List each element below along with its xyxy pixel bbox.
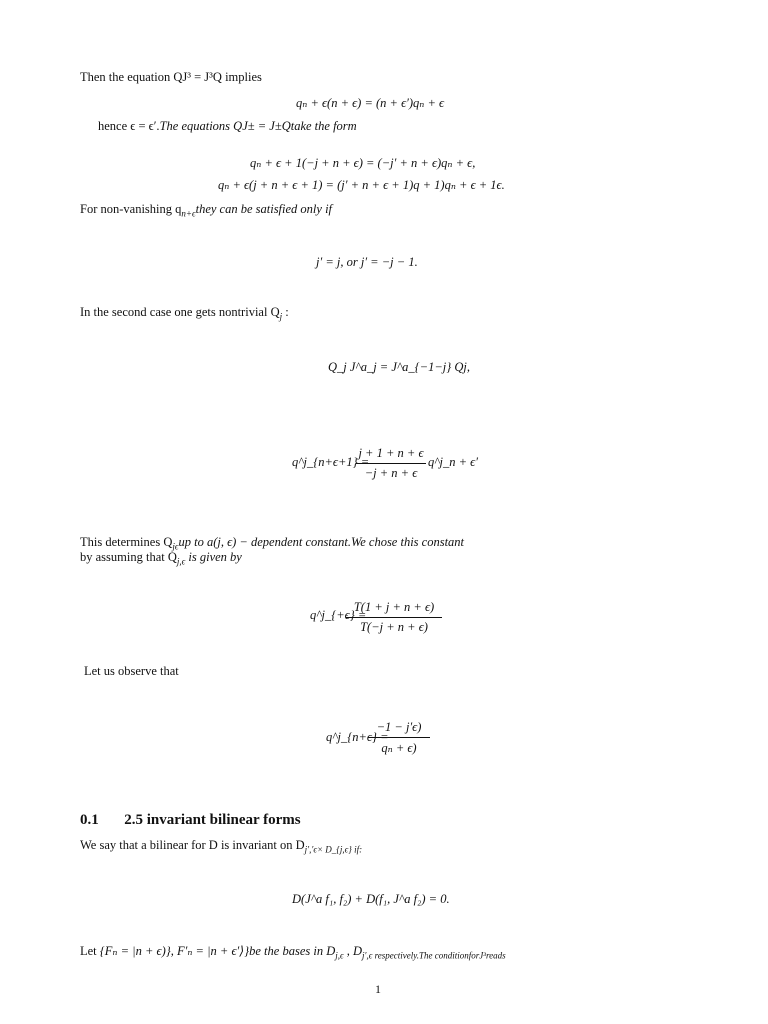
text-line-7-plain: We say that a bilinear for D is invariant on D [80,838,305,852]
text-line-4-plain: In the second case one gets nontrivial Q [80,305,280,319]
equation-8-fraction-bar [368,737,430,738]
equation-8-numerator: −1 − j′ϵ) [376,720,422,734]
section-number: 0.1 [80,812,99,828]
text-line-2 [98,119,357,134]
text-line-5b-subscript: j,ϵ [176,556,186,567]
text-line-1 [80,70,262,85]
equation-1-content: qₙ + ϵ(n + ϵ) = (n + ϵ′)qₙ + ϵ [296,96,445,110]
equation-8-lhs-content: q^j_{n+ϵ} = [326,730,389,744]
text-line-2-italic: The equations QJ± = J±Qtake the form [159,119,357,133]
equation-6-fraction-bar [356,463,426,464]
equation-6-tail [428,455,478,470]
text-line-4-subscript: j [279,311,283,322]
text-line-5a-italic: up to a(j, ϵ) − dependent constant.We chose this constant [178,535,465,549]
section-title: 2.5 invariant bilinear forms [124,812,301,828]
equation-7-numerator: T(1 + j + n + ϵ) [353,600,435,614]
equation-2-content: qₙ + ϵ + 1(−j + n + ϵ) = (−j′ + n + ϵ)qₙ + ϵ, [250,156,476,170]
text-line-2-plain: hence ϵ = ϵ′. [98,119,160,133]
text-line-3-plain: For non-vanishing q [80,202,182,216]
text-line-6 [84,664,179,679]
equation-6-lhs-content: q^j_{n+ϵ+1} = [292,455,370,469]
text-line-5a-subscript: jϵ [172,541,179,552]
text-line-5a-plain: This determines Q [80,535,173,549]
equation-8-denominator: qₙ + ϵ) [381,741,417,755]
text-line-8-mid: , D [343,944,363,958]
page-number [375,982,381,997]
equation-9-content: D(J^a f₁, f₂) + D(f₁, J^a f₂) = 0. [292,892,450,906]
equation-7-denominator: T(−j + n + ϵ) [360,620,428,634]
equation-2 [250,156,475,171]
text-line-3-subscript: n+ϵ [181,208,196,219]
equation-8-fraction [368,720,430,756]
equation-5 [328,360,470,375]
text-line-8-subscript-2: j′,ϵ respectively.The conditionforJ³reads [362,950,506,961]
equation-5-content: Q_j J^a_j = J^a_{−1−j} Qj, [328,360,471,374]
text-line-4-tail: : [282,305,289,319]
text-line-1-content: Then the equation QJ³ = J³Q implies [80,70,262,84]
text-line-8-math: {Fₙ = |n + ϵ)}, F′ₙ = |n + ϵ′⟩}be the bases in D [99,944,336,958]
text-line-4 [80,305,289,325]
equation-7-lhs-content: q^j_{+ϵ} = [310,608,367,622]
text-line-8 [80,944,506,964]
section-heading [80,812,301,829]
text-line-3 [80,202,332,222]
equation-4 [316,255,418,270]
equation-6-tail-content: q^j_n + ϵ′ [428,455,478,469]
text-line-5b-plain: by assuming that Q [80,550,177,564]
equation-6-numerator: j + 1 + n + ϵ [358,446,424,460]
text-line-3-italic: they can be satisfied only if [195,202,333,216]
text-line-5b-italic: is given by [185,550,242,564]
text-line-5b [80,550,242,570]
text-line-8-subscript-1: j,ϵ [335,950,344,961]
text-line-6-content: Let us observe that [84,664,179,678]
equation-3 [218,178,505,193]
equation-3-content: qₙ + ϵ(j + n + ϵ + 1) = (j′ + n + ϵ + 1)q + 1)qₙ + ϵ + 1ϵ. [218,178,505,192]
text-line-7 [80,838,362,858]
text-line-8-plain: Let [80,944,100,958]
equation-9 [292,892,450,907]
equation-7-fraction-bar [346,617,442,618]
equation-4-content: j′ = j, or j′ = −j − 1. [316,255,418,269]
text-line-7-subscript: j′,′ϵ× D_{j,ϵ} if: [304,844,363,855]
equation-7-fraction [346,600,442,635]
equation-1 [296,96,444,111]
equation-6-fraction [356,446,426,481]
page-number-content: 1 [375,982,381,996]
equation-6-denominator: −j + n + ϵ [364,466,418,480]
